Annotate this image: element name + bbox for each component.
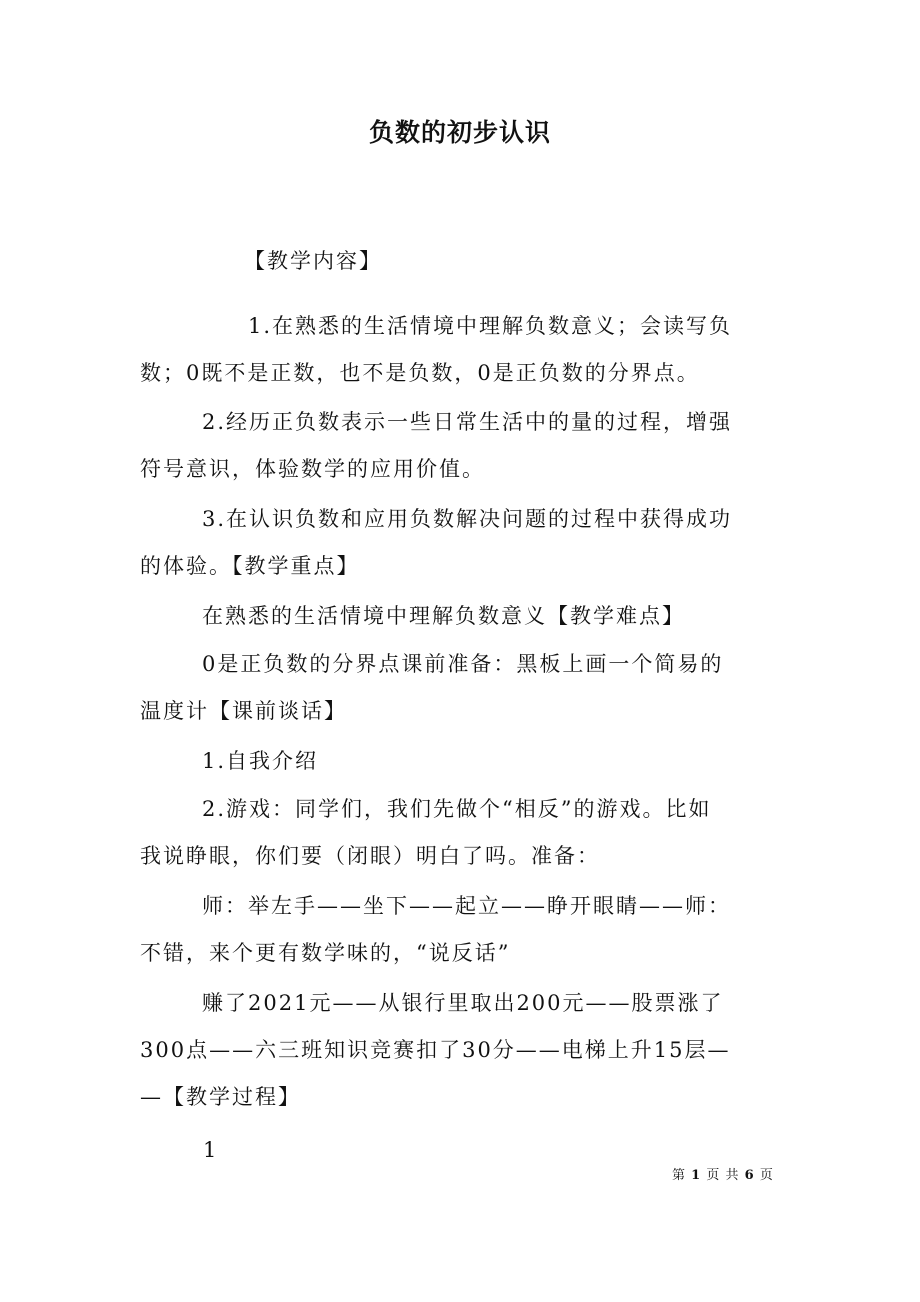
paragraph-item-2 [140,399,780,493]
text-line: —【教学过程】 [140,1085,301,1109]
paragraph-game [140,786,780,880]
text-line: 赚了2021元——从银行里取出200元——股票涨了 [202,991,724,1015]
paragraph-key-point: 在熟悉的生活情境中理解负数意义【教学难点】 [202,604,685,628]
paragraph-difficulty [140,641,780,735]
text-line: 数；0既不是正数，也不是负数，0是正负数的分界点。 [140,361,700,385]
text-line: 不错，来个更有数学味的，“说反话” [140,941,511,965]
text-line: 2.经历正负数表示一些日常生活中的量的过程，增强 [202,410,733,434]
paragraph-opposites [140,980,780,1121]
footer-suffix: 页 [759,1168,774,1183]
footer-middle: 页 共 [706,1168,740,1183]
text-line: 我说睁眼，你们要（闭眼）明白了吗。准备： [140,844,600,868]
text-line: 1.在熟悉的生活情境中理解负数意义；会读写负 [248,314,733,338]
text-line: 的体验。【教学重点】 [140,554,360,578]
text-line: 300点——六三班知识竞赛扣了30分——电梯上升15层— [140,1038,731,1062]
section-heading-content: 【教学内容】 [244,249,382,273]
text-line: 0是正负数的分界点课前准备：黑板上画一个简易的 [202,652,724,676]
text-line: 2.游戏：同学们，我们先做个“相反”的游戏。比如 [202,797,712,821]
document-title: 负数的初步认识 [368,118,551,147]
footer-prefix: 第 [672,1168,687,1183]
paragraph-intro: 1.自我介绍 [202,749,319,773]
text-line: 3.在认识负数和应用负数解决问题的过程中获得成功 [202,507,733,531]
page-footer [672,1164,774,1183]
paragraph-item-1 [140,303,780,397]
paragraph-teacher [140,883,780,977]
body-page-number: 1 [203,1138,217,1162]
text-line: 师：举左手——坐下——起立——睁开眼睛——师： [202,894,731,918]
paragraph-item-3 [140,496,780,590]
text-line: 温度计【课前谈话】 [140,699,347,723]
footer-total-pages: 6 [744,1168,755,1183]
text-line: 符号意识，体验数学的应用价值。 [140,457,485,481]
footer-current-page: 1 [691,1168,702,1183]
